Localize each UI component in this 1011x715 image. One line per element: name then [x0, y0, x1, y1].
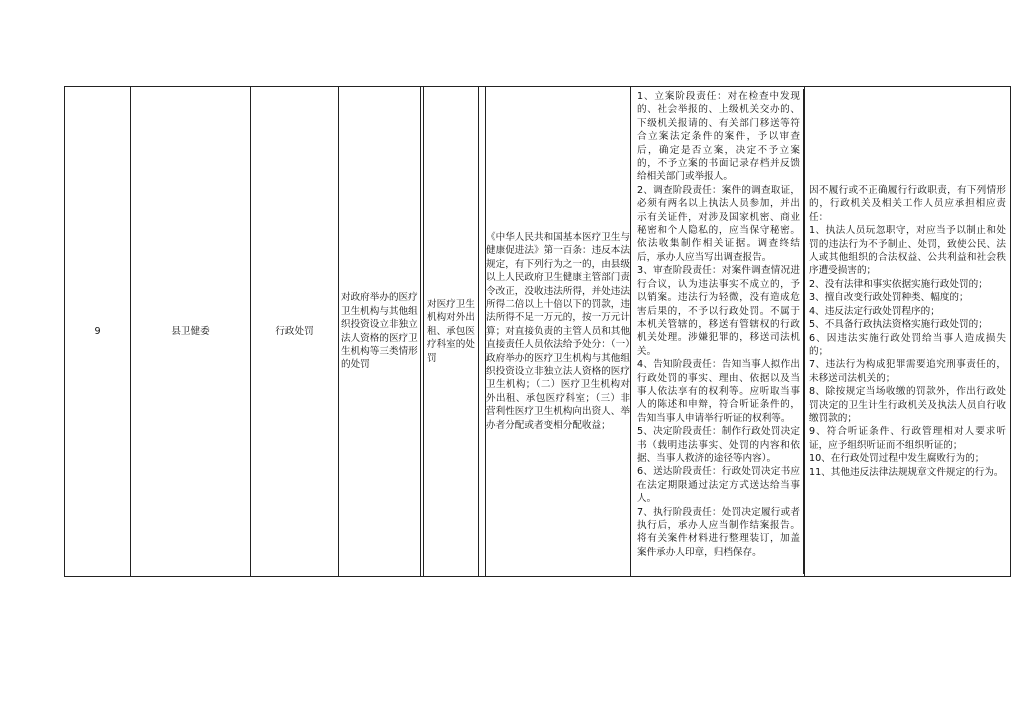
legal-basis-cell — [486, 87, 631, 577]
accountability-item: 1、执法人员玩忽职守，对应当予以制止和处罚的违法行为不予制止、处罚，致使公民、法人或其他组织的合法权益、公共利益和社会秩序遭受损害的； — [809, 225, 1006, 277]
responsibility-item: 6、送达阶段责任：行政处罚决定书应在法定期限通过法定方式送达给当事人。 — [637, 466, 800, 505]
department-name: 县卫健委 — [171, 325, 210, 337]
sub-item-name: 对医疗卫生机构对外出租、承包医疗科室的处罚 — [427, 298, 475, 364]
power-type-cell — [251, 87, 339, 577]
item-name: 对政府举办的医疗卫生机构与其他组织投资设立非独立法人资格的医疗卫生机构等三类情形的处罚 — [341, 292, 418, 371]
accountability-intro: 因不履行或不正确履行行政职责，有下列情形的，行政机关及相关工作人员应承担相应责任： — [809, 185, 1006, 223]
responsibility-item: 4、告知阶段责任：告知当事人拟作出行政处罚的事实、理由、依据以及当事人依法享有的权利等。应听取当事人的陈述和申辩，符合听证条件的，告知当事人申请举行听证的权利等。 — [637, 359, 800, 424]
accountability-item: 3、擅自改变行政处罚种类、幅度的； — [809, 292, 969, 304]
responsibilities-cell — [631, 87, 805, 577]
power-type: 行政处罚 — [275, 325, 314, 337]
responsibilities-box — [633, 89, 804, 574]
table-row — [65, 87, 1011, 577]
responsibility-item: 2、调查阶段责任：案件的调查取证，必须有两名以上执法人员参加，并出示有关证件，对涉及国家机密、商业秘密和个人隐私的，应当保守秘密。依法收集制作相关证据。调查终结后，承办人应当写出调查报告。 — [637, 184, 800, 263]
department-cell — [131, 87, 251, 577]
accountability-item: 6、因违法实施行政处罚给当事人造成损失的； — [809, 332, 1006, 357]
accountability-item: 7、违法行为构成犯罪需要追究刑事责任的，未移送司法机关的； — [809, 359, 1006, 384]
accountability-item: 8、除按规定当场收缴的罚款外，作出行政处罚决定的卫生计生行政机关及执法人员自行收缴罚款的； — [809, 386, 1006, 424]
accountability-cell — [805, 87, 1011, 577]
accountability-list — [805, 184, 1010, 479]
responsibility-item: 1、立案阶段责任：对在检查中发现的、社会举报的、上级机关交办的、下级机关报请的、有关部门移送等符合立案法定条件的案件，予以审查后，确定是否立案，决定不予立案的，不予立案的书面记录存档并反馈给相关部门或举报人。 — [637, 91, 800, 183]
accountability-item: 9、符合听证条件、行政管理相对人要求听证，应予组织听证而不组织听证的； — [809, 426, 1006, 451]
power-list-table — [64, 86, 1011, 577]
sub-item-box — [423, 87, 479, 576]
accountability-item: 5、不具备行政执法资格实施行政处罚的； — [809, 319, 988, 331]
accountability-item: 10、在行政处罚过程中发生腐败行为的； — [809, 453, 985, 465]
responsibility-item: 5、决定阶段责任：制作行政处罚决定书（载明违法事实、处罚的内容和依据、当事人救济的途径等内容）。 — [637, 426, 800, 464]
legal-basis-text: 《中华人民共和国基本医疗卫生与健康促进法》第一百条：违反本法规定，有下列行为之一的，由县级以上人民政府卫生健康主管部门责令改正，没收违法所得，并处违法所得二倍以上十倍以下的罚款，违法所得不足一万元的，按一万元计算；对直接负责的主管人员和其他直接责任人员依法给予处分：（一）政府举办的医疗卫生机构与其他组织投资设立非独立法人资格的医疗卫生机构；（二）医疗卫生机构对外出租、承包医疗科室；（三）非营利性医疗卫生机构向出资人、举办者分配或者变相分配收益； — [486, 231, 630, 431]
accountability-item: 4、违反法定行政处罚程序的； — [809, 305, 940, 317]
responsibility-item: 3、审查阶段责任：对案件调查情况进行合议，认为违法事实不成立的，予以销案。违法行为轻微，没有造成危害后果的，不予以行政处罚。不属于本机关管辖的，移送有管辖权的行政机关处理。涉嫌犯罪的，移送司法机关。 — [637, 265, 800, 357]
sub-item-cell — [421, 87, 486, 577]
accountability-item: 2、没有法律和事实依据实施行政处罚的； — [809, 278, 988, 290]
accountability-item: 11、其他违反法律法规规章文件规定的行为。 — [809, 466, 1004, 478]
row-number: 9 — [94, 325, 101, 337]
item-name-cell — [339, 87, 421, 577]
responsibility-item: 7、执行阶段责任：处罚决定履行或者执行后，承办人应当制作结案报告。将有关案件材料进行整理装订，加盖案件承办人印章，归档保存。 — [637, 506, 800, 558]
row-number-cell — [65, 87, 131, 577]
